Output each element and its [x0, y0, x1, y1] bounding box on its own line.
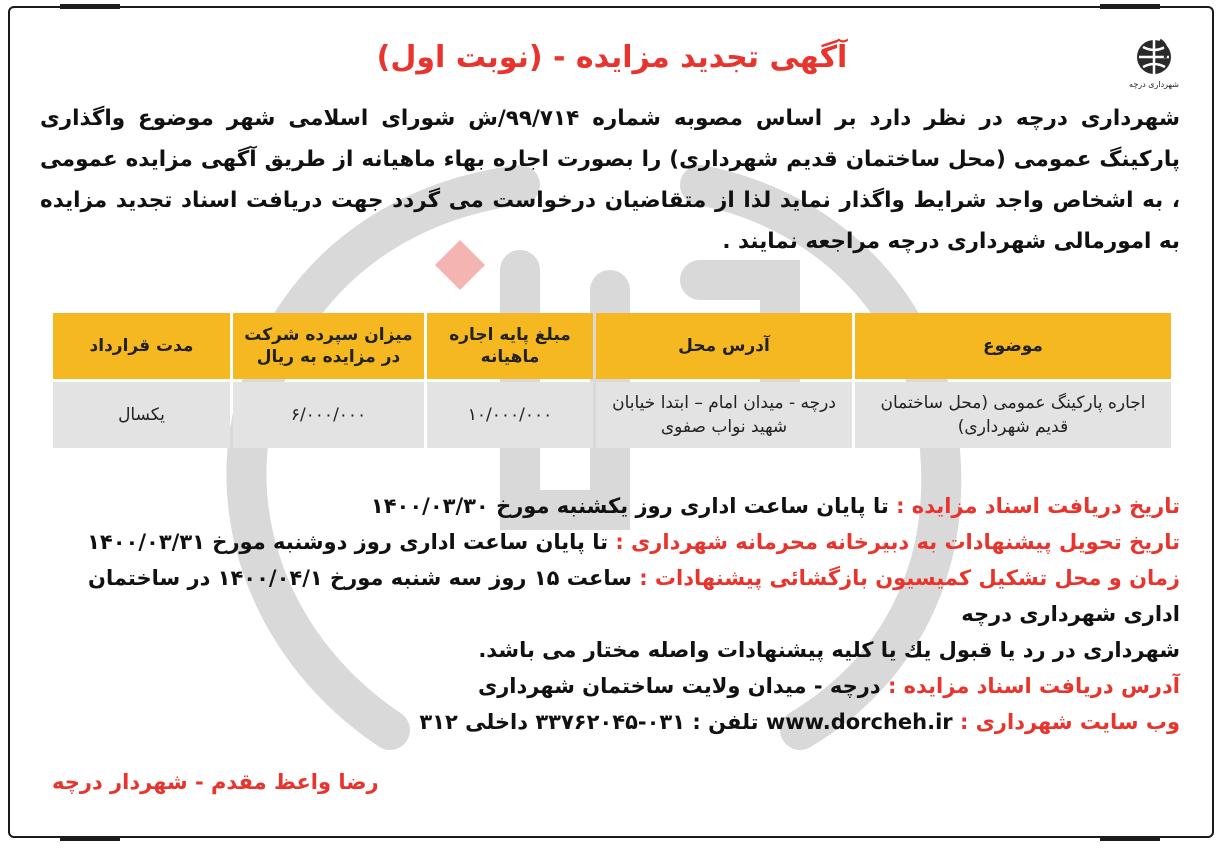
address-line: [40, 668, 1180, 704]
session-line: [40, 560, 1180, 632]
mayor-signature: رضا واعظ مقدم - شهردار درچه: [52, 770, 379, 794]
frame-corner-mark: [60, 4, 120, 9]
receive-date-label: تاریخ دریافت اسناد مزایده :: [896, 494, 1180, 518]
column-header-duration: مدت قرارداد: [53, 313, 230, 379]
column-header-deposit: میزان سپرده شرکت در مزایده به ریال: [233, 313, 424, 379]
address-label: آدرس دریافت اسناد مزایده :: [887, 674, 1180, 698]
website-label: وب سایت شهرداری :: [959, 710, 1180, 734]
address-value: درچه - میدان ولایت ساختمان شهرداری: [477, 674, 881, 698]
session-label: زمان و محل تشکیل کمیسیون بازگشائی پیشنهادات :: [639, 566, 1180, 590]
website-line: [40, 704, 1180, 740]
website-value: www.dorcheh.ir تلفن : ۰۳۱-۳۳۷۶۲۰۴۵ داخلی ۳۱۲: [419, 710, 953, 734]
intro-paragraph: شهرداری درچه در نظر دارد بر اساس مصوبه شماره ۹۹/۷۱۴/ش شورای اسلامی شهر موضوع واگذاری پارکینگ عمومی (محل ساختمان قدیم شهرداری) را بصورت اجاره بهاء ماهیانه از طریق آگهی مزایده عمومی ، به اشخاص واجد شرایط واگذار نماید لذا از متقاضیان درخواست می گردد جهت دریافت اسناد تجدید مزایده به امورمالی شهرداری درچه مراجعه نمایند .: [40, 106, 1180, 254]
table-header-row: [53, 313, 1171, 379]
receive-date-line: [40, 488, 1180, 524]
ad-title: آگهی تجدید مزایده - (نوبت اول): [376, 40, 848, 75]
cell-base-rent: ۱۰/۰۰۰/۰۰۰: [427, 382, 593, 448]
column-header-subject: موضوع: [855, 313, 1171, 379]
receive-date-value: تا پایان ساعت اداری روز یکشنبه مورخ ۱۴۰۰/۰۳/۳۰: [370, 494, 889, 518]
deliver-date-value: تا پایان ساعت اداری روز دوشنبه مورخ ۱۴۰۰/۰۳/۳۱: [87, 530, 609, 554]
deliver-date-line: [40, 524, 1180, 560]
frame-corner-mark: [1100, 4, 1160, 9]
frame-corner-mark: [1100, 836, 1160, 841]
cell-address: درچه - میدان امام – ابتدا خیابان شهید نواب صفوی: [596, 382, 852, 448]
column-header-address: آدرس محل: [596, 313, 852, 379]
rights-line: شهرداری در رد یا قبول یك یا کلیه پیشنهادات واصله مختار می باشد.: [478, 638, 1180, 662]
logo-caption: شهرداری درچه: [1129, 80, 1179, 89]
cell-duration: یکسال: [53, 382, 230, 448]
session-value: ساعت ۱۵ روز سه شنبه مورخ ۱۴۰۰/۰۴/۱ در ساختمان اداری شهرداری درچه: [88, 566, 1180, 626]
column-header-base-rent: مبلغ پایه اجاره ماهیانه: [427, 313, 593, 379]
auction-details: [40, 488, 1180, 740]
auction-table: [50, 310, 1174, 451]
cell-deposit: ۶/۰۰۰/۰۰۰: [233, 382, 424, 448]
cell-subject: اجاره پارکینگ عمومی (محل ساختمان قدیم شهرداری): [855, 382, 1171, 448]
deliver-date-label: تاریخ تحویل پیشنهادات به دبیرخانه محرمانه شهرداری :: [615, 530, 1180, 554]
frame-corner-mark: [60, 836, 120, 841]
table-row: [53, 382, 1171, 448]
